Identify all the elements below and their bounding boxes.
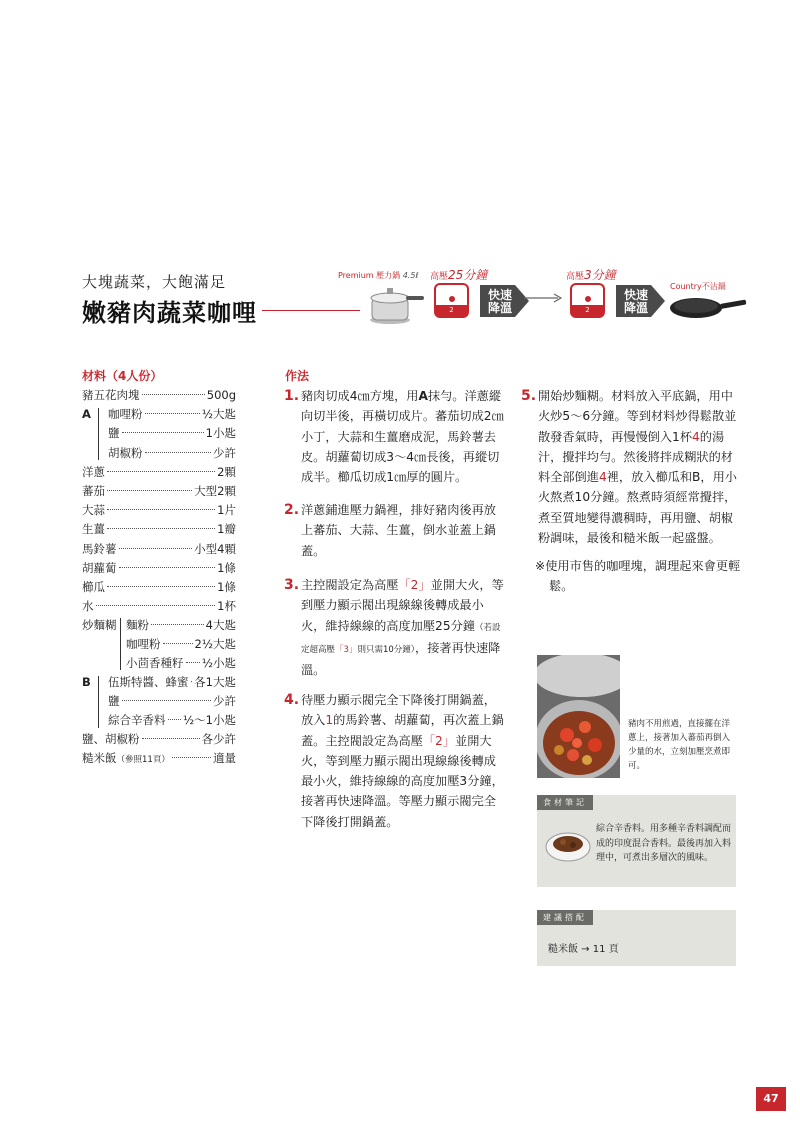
ingredient-row: 鹽 少許 bbox=[108, 694, 236, 708]
step-5: 5. 開始炒麵糊。材料放入平底鍋，用中火炒5～6分鐘。等到材料炒得鬆散並散發香氣時，再慢慢倒入1杯4的湯汁，攪拌均勻。然後將拌成糊狀的材料全部倒進4裡，放入櫛瓜和B，用小火熬煮10分鐘。熬煮時須經常攪拌，煮至質地變得濃稠時，再用鹽、胡椒粉調味，最後和糙米飯一起盛盤。 bbox=[521, 388, 737, 546]
pressure-cooker-icon bbox=[360, 284, 426, 326]
spice-bowl-icon bbox=[543, 825, 593, 865]
ingredient-row: 咖哩粉 2½大匙 bbox=[126, 637, 236, 651]
ingredient-row: 豬五花肉塊 500g bbox=[82, 388, 236, 402]
ingredient-row: 鹽 1小匙 bbox=[108, 426, 236, 440]
cooking-photo bbox=[537, 655, 620, 778]
ingredient-row: 櫛瓜 1條 bbox=[82, 580, 236, 594]
group-a-label: A bbox=[82, 407, 91, 421]
ingredients-heading: 材料（4人份） bbox=[82, 369, 163, 383]
pot-label bbox=[338, 270, 419, 281]
ingredient-row: 綜合辛香料 ½～1小匙 bbox=[108, 713, 236, 727]
ingredient-row: 咖哩粉 ½大匙 bbox=[108, 407, 236, 421]
title-rule bbox=[262, 310, 360, 311]
method-heading: 作法 bbox=[285, 369, 310, 383]
pairing-box bbox=[537, 910, 736, 966]
arrow-right-icon bbox=[524, 292, 564, 304]
ingredient-row: 鹽、胡椒粉 各少許 bbox=[82, 732, 236, 746]
pan-label: Country不沾鍋 bbox=[670, 282, 726, 291]
page-number: 47 bbox=[756, 1087, 786, 1111]
ingredient-note-box bbox=[537, 795, 736, 887]
step-2: 2. 洋蔥鋪進壓力鍋裡，排好豬肉後再放上蕃茄、大蒜、生薑，倒水並蓋上鍋蓋。 bbox=[284, 502, 496, 558]
ingredient-row: 蕃茄 大型2顆 bbox=[82, 484, 236, 498]
frying-pan-icon bbox=[668, 292, 748, 322]
ingredient-row: 胡蘿蔔 1條 bbox=[82, 561, 236, 575]
quick-release-label: 快速 降溫 bbox=[623, 288, 648, 315]
ingredient-row: 大蒜 1片 bbox=[82, 503, 236, 517]
ingredient-row: 生薑 1瓣 bbox=[82, 522, 236, 536]
group-a-bracket bbox=[98, 408, 99, 460]
roux-bracket bbox=[120, 618, 121, 670]
step-1: 1. 豬肉切成4㎝方塊，用A抹勻。洋蔥縱向切半後，再橫切成片。蕃茄切成2㎝小丁，大蒜和生薑磨成泥，馬鈴薯去皮。胡蘿蔔切成3～4㎝長後，再縱切成半。櫛瓜切成1㎝厚的圓片。 bbox=[284, 388, 504, 485]
group-b-label: B bbox=[82, 675, 91, 689]
pairing-text: 糙米飯 → 11 頁 bbox=[548, 944, 619, 955]
recipe-subtitle: 大塊蔬菜，大飽滿足 bbox=[82, 273, 227, 291]
ingredient-row: 糙米飯 （參照11頁） 適量 bbox=[82, 751, 236, 765]
photo-caption: 豬肉不用煎過，直接擺在洋蔥上，接著加入蕃茄再倒入少量的水，立刻加壓烹煮即可。 bbox=[628, 719, 731, 771]
pot-size: 4.5ℓ bbox=[402, 271, 419, 280]
recipe-title: 嫩豬肉蔬菜咖哩 bbox=[82, 299, 257, 327]
ingredient-row: 洋蔥 2顆 bbox=[82, 465, 236, 479]
step-3: 3. 主控閥設定為高壓「2」並開大火，等到壓力顯示閥出現線線後轉成最小火，維持線線的高度加壓25分鐘（若設定超高壓「3」則只需10分鐘），接著再快速降溫。 bbox=[284, 577, 504, 678]
ingredient-row: 馬鈴薯 小型4顆 bbox=[82, 542, 236, 556]
ingredient-note-tab: 食材筆記 bbox=[537, 795, 593, 810]
ingredient-row: 胡椒粉 少許 bbox=[108, 446, 236, 460]
valve-icon: 2 bbox=[570, 283, 605, 318]
pairing-tab: 建議搭配 bbox=[537, 910, 593, 925]
ingredient-row: 伍斯特醬、蜂蜜 各1大匙 bbox=[108, 675, 236, 689]
stage2-label: 高壓3分鐘 bbox=[566, 268, 616, 282]
group-b-bracket bbox=[98, 676, 99, 728]
ingredient-row: 水 1杯 bbox=[82, 599, 236, 613]
pot-brand: Premium 壓力鍋 bbox=[338, 271, 401, 280]
step-4: 4. 待壓力顯示閥完全下降後打開鍋蓋，放入1的馬鈴薯、胡蘿蔔，再次蓋上鍋蓋。主控閥設定為高壓「2」並開大火，等到壓力顯示閥出現線線後轉成最小火，維持線線的高度加壓3分鐘，接著再快速降溫。等壓力顯示閥完全下降後打開鍋蓋。 bbox=[284, 692, 504, 829]
stage1-label: 高壓25分鐘 bbox=[430, 268, 488, 282]
tip-note: ※使用市售的咖哩塊，調理起來會更輕鬆。 bbox=[535, 559, 741, 594]
ingredient-row: 小茴香種籽 ½小匙 bbox=[126, 656, 236, 670]
roux-label: 炒麵糊 bbox=[82, 618, 117, 632]
quick-release-label: 快速 降溫 bbox=[487, 288, 512, 315]
ingredient-note-text: 綜合辛香料。用多種辛香料調配而成的印度混合香料。最後再加入料理中，可煮出多層次的風味。 bbox=[596, 824, 732, 863]
ingredient-row: 麵粉 4大匙 bbox=[126, 618, 236, 632]
valve-icon: 2 bbox=[434, 283, 469, 318]
